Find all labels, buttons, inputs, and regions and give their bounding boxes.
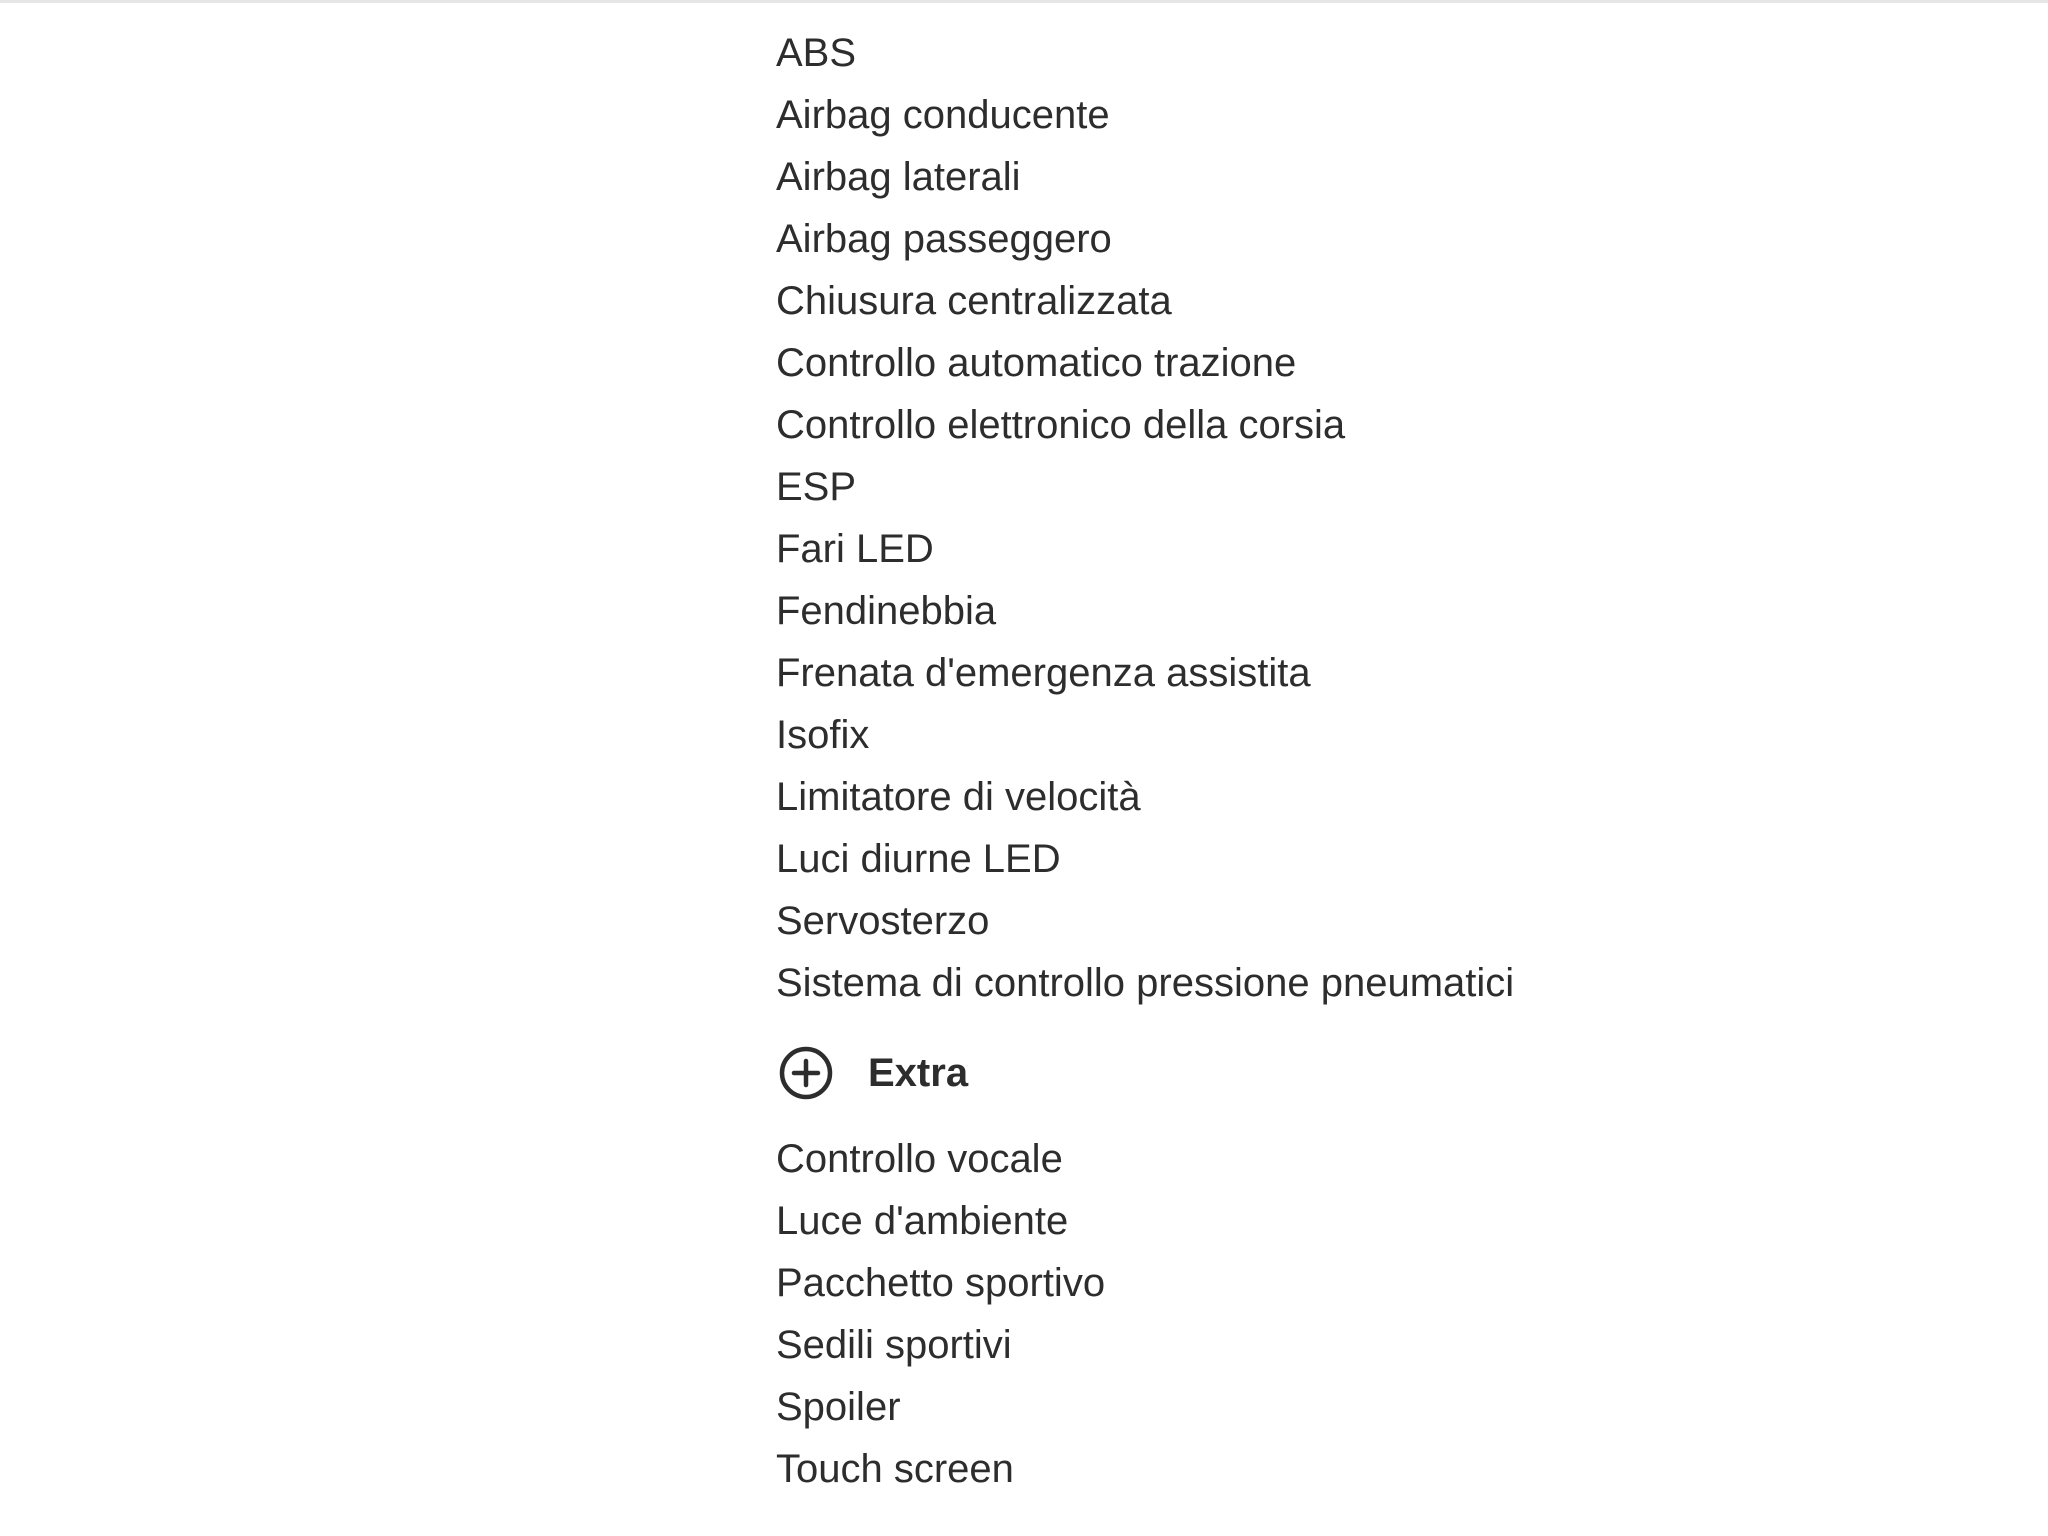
extra-section-header[interactable] [776, 1040, 1876, 1106]
list-item: Fari LED [776, 527, 934, 571]
list-item: Luci diurne LED [776, 837, 1061, 881]
list-item: Frenata d'emergenza assistita [776, 651, 1311, 695]
list-item: Fendinebbia [776, 589, 997, 633]
equipment-panel [776, 22, 1876, 1500]
list-item: ABS [776, 31, 857, 75]
list-item: Pacchetto sportivo [776, 1261, 1106, 1305]
list-item: Spoiler [776, 1385, 901, 1429]
list-item: ESP [776, 465, 857, 509]
list-item: Isofix [776, 713, 870, 757]
list-item: Airbag passeggero [776, 217, 1112, 261]
extra-feature-list [776, 1128, 1876, 1500]
list-item: Controllo vocale [776, 1137, 1063, 1181]
list-item: Limitatore di velocità [776, 775, 1141, 819]
list-item: Sedili sportivi [776, 1323, 1012, 1367]
plus-circle-icon[interactable] [778, 1045, 834, 1101]
list-item: Luce d'ambiente [776, 1199, 1069, 1243]
list-item: Controllo elettronico della corsia [776, 403, 1346, 447]
list-item: Sistema di controllo pressione pneumatici [776, 961, 1515, 1005]
list-item: Servosterzo [776, 899, 990, 943]
list-item: Airbag conducente [776, 93, 1110, 137]
extra-section-title: Extra [868, 1051, 969, 1095]
safety-feature-list [776, 22, 1876, 1014]
list-item: Touch screen [776, 1447, 1014, 1491]
list-item: Chiusura centralizzata [776, 279, 1172, 323]
top-divider [0, 0, 2048, 3]
list-item: Controllo automatico trazione [776, 341, 1297, 385]
list-item: Airbag laterali [776, 155, 1021, 199]
